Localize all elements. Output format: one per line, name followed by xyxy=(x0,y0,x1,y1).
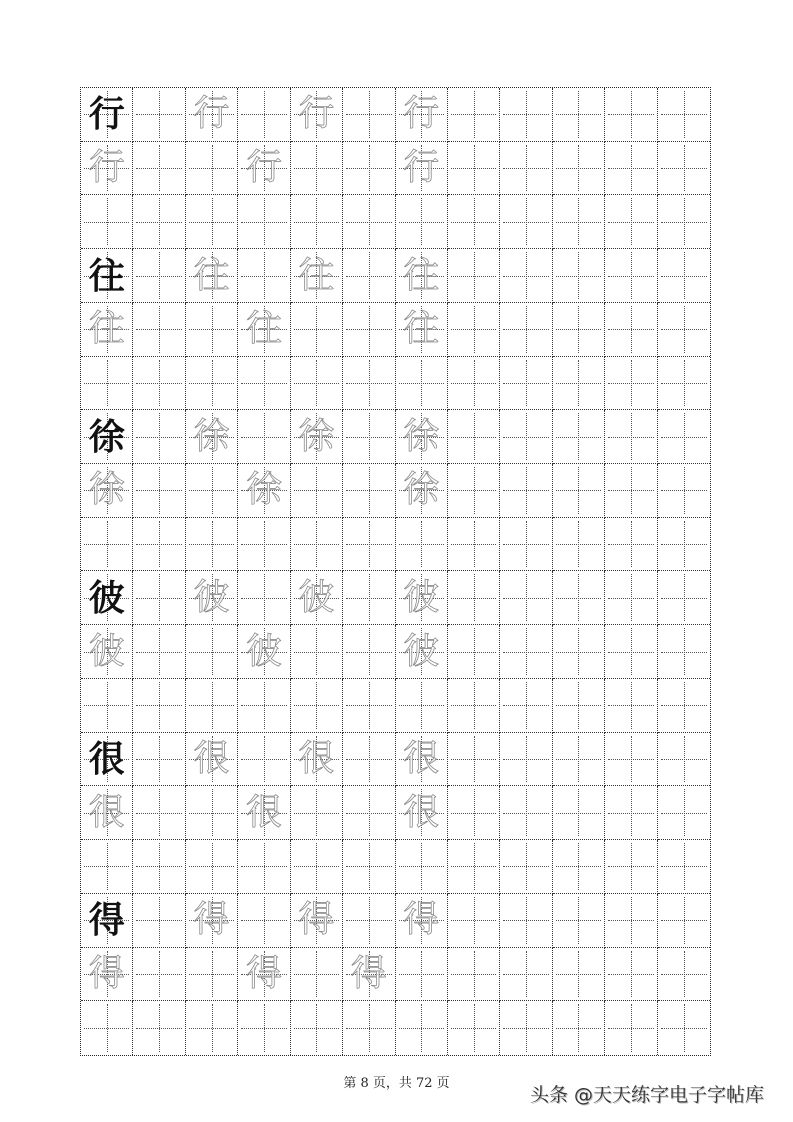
grid-cell xyxy=(500,303,552,357)
grid-cell xyxy=(500,679,552,733)
grid-cell xyxy=(81,786,133,840)
grid-cell xyxy=(133,142,185,196)
grid-cell xyxy=(396,410,448,464)
grid-cell xyxy=(291,195,343,249)
grid-cell xyxy=(448,840,500,894)
grid-cell xyxy=(291,786,343,840)
grid-cell xyxy=(605,679,657,733)
grid-cell xyxy=(448,249,500,303)
trace-character: 得 xyxy=(403,899,440,941)
trace-character: 行 xyxy=(193,93,230,135)
grid-cell xyxy=(343,733,395,787)
grid-cell xyxy=(133,948,185,1002)
grid-cell xyxy=(658,249,710,303)
trace-character: 得 xyxy=(193,899,230,941)
grid-cell xyxy=(553,840,605,894)
grid-cell xyxy=(448,518,500,572)
grid-cell xyxy=(291,840,343,894)
grid-cell xyxy=(658,571,710,625)
grid-cell xyxy=(186,303,238,357)
grid-cell xyxy=(396,840,448,894)
grid-cell xyxy=(448,894,500,948)
grid-cell xyxy=(81,625,133,679)
grid-cell xyxy=(396,571,448,625)
grid-cell xyxy=(605,571,657,625)
grid-cell xyxy=(81,571,133,625)
trace-character: 往 xyxy=(193,254,230,296)
grid-cell xyxy=(238,948,290,1002)
grid-cell xyxy=(553,948,605,1002)
grid-cell xyxy=(553,679,605,733)
grid-cell xyxy=(500,786,552,840)
grid-cell xyxy=(133,840,185,894)
grid-cell xyxy=(133,410,185,464)
trace-character: 得 xyxy=(298,899,335,941)
grid-cell xyxy=(186,894,238,948)
grid-cell xyxy=(500,894,552,948)
grid-cell xyxy=(238,840,290,894)
grid-cell xyxy=(396,518,448,572)
grid-cell xyxy=(500,1001,552,1055)
grid-cell xyxy=(658,195,710,249)
trace-character: 彼 xyxy=(403,576,440,618)
grid-cell xyxy=(81,303,133,357)
trace-character: 徐 xyxy=(245,469,282,511)
grid-cell xyxy=(133,303,185,357)
grid-cell xyxy=(186,840,238,894)
grid-cell xyxy=(553,303,605,357)
grid-cell xyxy=(343,410,395,464)
grid-cell xyxy=(396,786,448,840)
grid-cell xyxy=(291,571,343,625)
grid-cell xyxy=(500,840,552,894)
grid-cell xyxy=(605,357,657,411)
grid-cell xyxy=(500,464,552,518)
grid-cell xyxy=(81,1001,133,1055)
grid-cell xyxy=(553,786,605,840)
grid-cell xyxy=(605,88,657,142)
grid-cell xyxy=(133,625,185,679)
grid-cell xyxy=(81,249,133,303)
grid-cell xyxy=(396,948,448,1002)
grid-cell xyxy=(343,571,395,625)
grid-cell xyxy=(186,249,238,303)
grid-cell xyxy=(553,249,605,303)
grid-cell xyxy=(291,410,343,464)
grid-cell xyxy=(343,303,395,357)
model-character: 彼 xyxy=(88,576,125,619)
grid-cell xyxy=(396,357,448,411)
grid-cell xyxy=(500,410,552,464)
grid-cell xyxy=(448,195,500,249)
grid-cell xyxy=(343,249,395,303)
grid-cell xyxy=(238,733,290,787)
trace-character: 往 xyxy=(298,254,335,296)
grid-cell xyxy=(396,142,448,196)
grid-cell xyxy=(605,786,657,840)
grid-cell xyxy=(186,786,238,840)
grid-cell xyxy=(238,88,290,142)
grid-cell xyxy=(81,840,133,894)
trace-character: 往 xyxy=(88,308,125,350)
grid-cell xyxy=(81,733,133,787)
grid-cell xyxy=(186,518,238,572)
grid-cell xyxy=(133,679,185,733)
grid-cell xyxy=(500,733,552,787)
grid-cell xyxy=(658,679,710,733)
grid-cell xyxy=(238,894,290,948)
model-character: 往 xyxy=(88,254,125,297)
grid-cell xyxy=(238,679,290,733)
grid-cell xyxy=(81,142,133,196)
grid-cell xyxy=(81,679,133,733)
watermark: 头条 @天天练字电子字帖库 xyxy=(530,1084,765,1106)
grid-cell xyxy=(448,571,500,625)
grid-cell xyxy=(186,195,238,249)
grid-cell xyxy=(396,625,448,679)
grid-cell xyxy=(448,679,500,733)
grid-cell xyxy=(133,894,185,948)
grid-cell xyxy=(343,786,395,840)
grid-cell xyxy=(605,948,657,1002)
grid-cell xyxy=(605,249,657,303)
grid-cell xyxy=(238,410,290,464)
grid-cell xyxy=(238,303,290,357)
trace-character: 徐 xyxy=(193,415,230,457)
grid-cell xyxy=(500,571,552,625)
grid-cell xyxy=(81,195,133,249)
grid-cell xyxy=(553,625,605,679)
grid-cell xyxy=(133,195,185,249)
grid-cell xyxy=(291,464,343,518)
grid-cell xyxy=(553,464,605,518)
grid-cell xyxy=(658,786,710,840)
grid-cell xyxy=(238,357,290,411)
grid-cell xyxy=(343,195,395,249)
grid-cell xyxy=(396,1001,448,1055)
model-character: 徐 xyxy=(88,415,125,458)
grid-cell xyxy=(291,625,343,679)
grid-cell xyxy=(396,88,448,142)
grid-cell xyxy=(658,357,710,411)
grid-cell xyxy=(396,679,448,733)
grid-cell xyxy=(500,518,552,572)
grid-cell xyxy=(658,142,710,196)
grid-cell xyxy=(553,733,605,787)
grid-cell xyxy=(343,625,395,679)
model-character: 得 xyxy=(88,899,125,942)
trace-character: 得 xyxy=(88,952,125,994)
grid-cell xyxy=(133,88,185,142)
grid-cell xyxy=(238,195,290,249)
grid-cell xyxy=(658,625,710,679)
grid-cell xyxy=(500,948,552,1002)
grid-cell xyxy=(396,894,448,948)
grid-cell xyxy=(81,948,133,1002)
grid-cell xyxy=(396,249,448,303)
grid-cell xyxy=(658,1001,710,1055)
grid-cell xyxy=(343,679,395,733)
grid-cell xyxy=(448,88,500,142)
grid-cell xyxy=(81,357,133,411)
grid-cell xyxy=(133,786,185,840)
grid-cell xyxy=(238,249,290,303)
grid-cell xyxy=(238,571,290,625)
grid-cell xyxy=(605,410,657,464)
grid-cell xyxy=(186,1001,238,1055)
grid-cell xyxy=(186,464,238,518)
grid-cell xyxy=(343,1001,395,1055)
grid-cell xyxy=(605,894,657,948)
grid-cell xyxy=(553,142,605,196)
grid-cell xyxy=(500,249,552,303)
grid-cell xyxy=(605,142,657,196)
grid-cell xyxy=(553,518,605,572)
grid-cell xyxy=(553,571,605,625)
trace-character: 行 xyxy=(298,93,335,135)
grid-cell xyxy=(448,410,500,464)
grid-cell xyxy=(291,518,343,572)
practice-grid xyxy=(80,87,711,1056)
grid-cell xyxy=(291,88,343,142)
grid-cell xyxy=(605,518,657,572)
grid-cell xyxy=(238,464,290,518)
grid-cell xyxy=(186,625,238,679)
trace-character: 徐 xyxy=(403,469,440,511)
grid-cell xyxy=(553,1001,605,1055)
grid-cell xyxy=(605,195,657,249)
grid-cell xyxy=(238,518,290,572)
grid-cell xyxy=(605,733,657,787)
grid-cell xyxy=(81,518,133,572)
grid-cell xyxy=(186,571,238,625)
grid-cell xyxy=(133,571,185,625)
grid-cell xyxy=(186,679,238,733)
grid-cell xyxy=(553,195,605,249)
trace-character: 往 xyxy=(403,308,440,350)
grid-cell xyxy=(81,464,133,518)
grid-cell xyxy=(553,410,605,464)
trace-character: 彼 xyxy=(403,630,440,672)
grid-cell xyxy=(448,142,500,196)
model-character: 很 xyxy=(88,738,125,781)
grid-cell xyxy=(133,518,185,572)
trace-character: 很 xyxy=(88,791,125,833)
trace-character: 行 xyxy=(245,147,282,189)
grid-cell xyxy=(343,464,395,518)
grid-cell xyxy=(291,142,343,196)
grid-cell xyxy=(605,464,657,518)
grid-cell xyxy=(291,357,343,411)
grid-cell xyxy=(133,464,185,518)
trace-character: 很 xyxy=(403,791,440,833)
trace-character: 彼 xyxy=(298,576,335,618)
grid-cell xyxy=(658,88,710,142)
grid-cell xyxy=(343,894,395,948)
grid-cell xyxy=(658,840,710,894)
grid-cell xyxy=(238,625,290,679)
grid-cell xyxy=(238,1001,290,1055)
grid-cell xyxy=(605,840,657,894)
grid-cell xyxy=(658,894,710,948)
grid-cell xyxy=(553,357,605,411)
grid-cell xyxy=(238,142,290,196)
grid-cell xyxy=(448,464,500,518)
grid-cell xyxy=(500,357,552,411)
grid-cell xyxy=(81,894,133,948)
trace-character: 彼 xyxy=(88,630,125,672)
grid-cell xyxy=(658,948,710,1002)
grid-cell xyxy=(291,948,343,1002)
trace-character: 很 xyxy=(298,738,335,780)
grid-cell xyxy=(343,948,395,1002)
grid-cell xyxy=(291,679,343,733)
grid-cell xyxy=(186,410,238,464)
grid-cell xyxy=(500,195,552,249)
grid-cell xyxy=(396,195,448,249)
trace-character: 得 xyxy=(245,952,282,994)
trace-character: 行 xyxy=(403,93,440,135)
grid-cell xyxy=(291,303,343,357)
grid-cell xyxy=(396,464,448,518)
trace-character: 行 xyxy=(88,147,125,189)
grid-cell xyxy=(343,518,395,572)
grid-cell xyxy=(658,303,710,357)
grid-cell xyxy=(133,357,185,411)
trace-character: 很 xyxy=(403,738,440,780)
grid-cell xyxy=(186,357,238,411)
trace-character: 往 xyxy=(245,308,282,350)
grid-cell xyxy=(343,142,395,196)
grid-cell xyxy=(658,410,710,464)
grid-cell xyxy=(81,410,133,464)
grid-cell xyxy=(133,1001,185,1055)
trace-character: 得 xyxy=(350,952,387,994)
trace-character: 很 xyxy=(193,738,230,780)
grid-cell xyxy=(448,948,500,1002)
grid-cell xyxy=(291,733,343,787)
grid-cell xyxy=(81,88,133,142)
grid-cell xyxy=(343,88,395,142)
grid-cell xyxy=(448,1001,500,1055)
grid-cell xyxy=(291,1001,343,1055)
grid-cell xyxy=(553,88,605,142)
grid-cell xyxy=(448,625,500,679)
grid-cell xyxy=(658,464,710,518)
grid-cell xyxy=(396,733,448,787)
trace-character: 往 xyxy=(403,254,440,296)
grid-cell xyxy=(605,303,657,357)
grid-cell xyxy=(133,249,185,303)
trace-character: 很 xyxy=(245,791,282,833)
grid-cell xyxy=(448,303,500,357)
grid-cell xyxy=(396,303,448,357)
grid-cell xyxy=(658,733,710,787)
trace-character: 徐 xyxy=(403,415,440,457)
trace-character: 彼 xyxy=(193,576,230,618)
trace-character: 徐 xyxy=(88,469,125,511)
trace-character: 行 xyxy=(403,147,440,189)
trace-character: 徐 xyxy=(298,415,335,457)
grid-cell xyxy=(500,142,552,196)
trace-character: 彼 xyxy=(245,630,282,672)
page-number: 第 8 页，共 72 页 xyxy=(343,1076,450,1091)
grid-cell xyxy=(448,786,500,840)
grid-cell xyxy=(448,357,500,411)
grid-cell xyxy=(343,840,395,894)
grid-cell xyxy=(238,786,290,840)
grid-cell xyxy=(658,518,710,572)
grid-cell xyxy=(186,733,238,787)
grid-cell xyxy=(605,1001,657,1055)
grid-cell xyxy=(291,894,343,948)
grid-cell xyxy=(186,88,238,142)
grid-cell xyxy=(448,733,500,787)
grid-cell xyxy=(500,625,552,679)
grid-cell xyxy=(186,142,238,196)
grid-cell xyxy=(605,625,657,679)
grid-cell xyxy=(553,894,605,948)
model-character: 行 xyxy=(88,93,125,136)
grid-cell xyxy=(500,88,552,142)
grid-cell xyxy=(291,249,343,303)
grid-cell xyxy=(186,948,238,1002)
grid-cell xyxy=(343,357,395,411)
grid-cell xyxy=(133,733,185,787)
